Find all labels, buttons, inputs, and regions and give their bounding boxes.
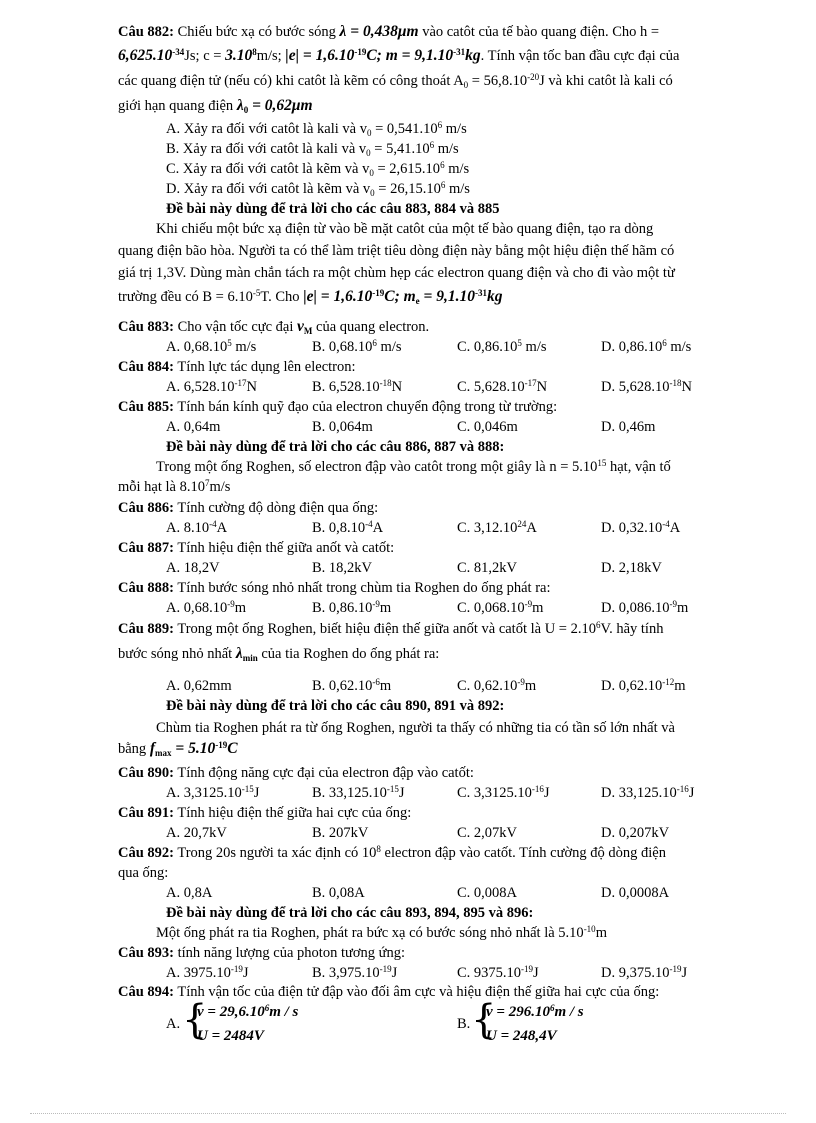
q892-option-b: B. 0,08A — [312, 885, 365, 901]
group3-para-line1: Chùm tia Roghen phát ra từ ống Roghen, người ta thấy có những tia có tần số lớn nhất và — [156, 720, 675, 736]
q892-stem-line1: Câu 892: Trong 20s người ta xác định có $10^8$ electron đập vào catốt. Tính cường độ dòng điện — [118, 844, 666, 861]
q890-stem: Câu 890: Tính động năng cực đại của electron đập vào catốt: — [118, 765, 474, 781]
q892-stem-line2: qua ống: — [118, 865, 169, 881]
group1-para-line3: giá trị 1,3V. Dùng màn chắn tách ra một chùm hẹp các electron quang điện và cho đi vào một từ — [118, 265, 675, 281]
q882-option-d: D. Xảy ra đối với catôt là kẽm và $v_0 = 26,15.10^6$ m/s — [166, 180, 470, 198]
q889-stem-line1: Câu 889: Trong một ống Roghen, biết hiệu điện thế giữa anốt và catốt là $U = 2.10^6V$. hãy tính — [118, 620, 664, 637]
q885-option-a: A. 0,64m — [166, 419, 221, 435]
q890-option-d: D. $33,125.10^{-16}J$ — [601, 784, 695, 801]
q886-option-d: D. $0,32.10^{-4}A$ — [601, 519, 681, 536]
q893-option-a: A. $3975.10^{-19}J$ — [166, 964, 249, 981]
velocity-equation: $v = 29,6.10^6m / s$ — [197, 1003, 299, 1020]
q882-line3: các quang điện tử (nếu có) khi catôt là kẽm có công thoát $A_0 = 56,8.10^{-20}J$ và khi catôt là kali có — [118, 72, 673, 90]
q889-option-c: C. $0,62.10^{-9}m$ — [457, 677, 537, 694]
q893-option-d: D. $9,375.10^{-19}J$ — [601, 964, 688, 981]
q887-stem: Câu 887: Tính hiệu điện thế giữa anốt và catốt: — [118, 540, 395, 556]
q882-line4: giới hạn quang điện $\lambda_0 = 0,62\mu m$ — [118, 97, 313, 115]
q892-option-a: A. 0,8A — [166, 885, 213, 901]
q885-stem: Câu 885: Tính bán kính quỹ đạo của electron chuyển động trong từ trường: — [118, 399, 558, 415]
q887-option-a: A. 18,2V — [166, 560, 220, 576]
q882-option-c: C. Xảy ra đối với catôt là kẽm và $v_0 = 2,615.10^6$ m/s — [166, 160, 470, 178]
group-heading-886: Đề bài này dùng để trả lời cho các câu 886, 887 và 888: — [166, 439, 505, 455]
group1-para-line1: Khi chiếu một bức xạ điện từ vào bề mặt catôt của một tế bào quang điện, tạo ra dòng — [156, 221, 654, 237]
q889-option-d: D. $0,62.10^{-12}m$ — [601, 677, 686, 694]
q884-option-a: A. $6,528.10^{-17}N$ — [166, 378, 257, 395]
left-brace-icon: { — [471, 997, 497, 1043]
q893-option-b: B. $3,975.10^{-19}J$ — [312, 964, 398, 981]
q882-line1: Câu 882: Chiếu bức xạ có bước sóng λ = 0,438μm vào catôt của tế bào quang điện. Cho h = — [118, 23, 660, 40]
q884-option-d: D. $5,628.10^{-18}N$ — [601, 378, 692, 395]
q883-option-c: C. 0,86.10$^5$ m/s — [457, 338, 547, 355]
q882-line2: $6,625.10^{-34}Js$; $c = 3.10^8m/s$; $|e| = 1,6.10^{-19}C$; $m = 9,1.10^{-31}kg$. Tính vận tốc ban đầu cực đại của — [118, 47, 680, 64]
group4-para-line1: Một ống phát ra tia Roghen, phát ra bức xạ có bước sóng nhỏ nhất là $5.10^{-10}m$ — [156, 924, 607, 941]
q891-option-c: C. 2,07kV — [457, 825, 518, 841]
left-brace-icon: { — [182, 997, 208, 1043]
q882-option-a: A. Xảy ra đối với catôt là kali và $v_0 = 0,541.10^6$ m/s — [166, 120, 467, 138]
q888-option-c: C. $0,068.10^{-9}m$ — [457, 599, 544, 616]
q883-stem: Câu 883: Cho vận tốc cực đại $v_M$ của quang electron. — [118, 318, 430, 336]
q887-option-d: D. 2,18kV — [601, 560, 662, 576]
group1-para-line4: trường đều có $B = 6.10^{-5}T$. Cho $|e| = 1,6.10^{-19}C$; $m_e = 9,1.10^{-31}kg$ — [118, 288, 503, 306]
group1-para-line2: quang điện bão hòa. Người ta có thể làm triệt tiêu dòng điện này bằng một hiệu điện thế hãm có — [118, 243, 675, 259]
q894-stem: Câu 894: Tính vận tốc của điện tử đập vào đối âm cực và hiệu điện thế giữa hai cực của ống: — [118, 984, 660, 1000]
group2-para-line1: Trong một ống Roghen, số electron đập vào catôt trong một giây là $n = 5.10^{15}$ hạt, vận tố — [156, 458, 671, 475]
velocity-equation: $v = 296.10^6m / s$ — [486, 1003, 584, 1020]
q890-option-b: B. $33,125.10^{-15}J$ — [312, 784, 405, 801]
q885-option-c: C. 0,046m — [457, 419, 518, 435]
voltage-equation: U = 2484V — [197, 1028, 264, 1044]
q887-option-b: B. 18,2kV — [312, 560, 373, 576]
q889-option-b: B. $0,62.10^{-6}m$ — [312, 677, 392, 694]
q888-option-d: D. $0,086.10^{-9}m$ — [601, 599, 689, 616]
q883-option-d: D. 0,86.10$^6$ m/s — [601, 338, 692, 355]
q888-stem: Câu 888: Tính bước sóng nhỏ nhất trong chùm tia Roghen do ống phát ra: — [118, 580, 551, 596]
option-letter: B. — [457, 1016, 471, 1032]
q886-option-a: A. $8.10^{-4}A$ — [166, 519, 228, 536]
option-letter: A. — [166, 1016, 181, 1032]
q889-stem-line2: bước sóng nhỏ nhất $\lambda_{min}$ của tia Roghen do ống phát ra: — [118, 645, 440, 663]
group-heading-890: Đề bài này dùng để trả lời cho các câu 890, 891 và 892: — [166, 698, 505, 714]
q883-option-a: A. 0,68.10$^5$ m/s — [166, 338, 257, 355]
q890-option-c: C. $3,3125.10^{-16}J$ — [457, 784, 550, 801]
q884-option-c: C. $5,628.10^{-17}N$ — [457, 378, 548, 395]
q891-option-d: D. 0,207kV — [601, 825, 670, 841]
q890-option-a: A. $3,3125.10^{-15}J$ — [166, 784, 260, 801]
q885-option-b: B. 0,064m — [312, 419, 373, 435]
q891-stem: Câu 891: Tính hiệu điện thế giữa hai cực của ống: — [118, 805, 412, 821]
q886-option-c: C. 3,12.10$^{24}$A — [457, 519, 537, 536]
group-heading-893: Đề bài này dùng để trả lời cho các câu 893, 894, 895 và 896: — [166, 905, 534, 921]
q888-option-a: A. $0,68.10^{-9}m$ — [166, 599, 247, 616]
q884-stem: Câu 884: Tính lực tác dụng lên electron: — [118, 359, 356, 375]
q889-option-a: A. 0,62mm — [166, 678, 232, 694]
q882-option-b: B. Xảy ra đối với catôt là kali và $v_0 = 5,41.10^6$ m/s — [166, 140, 459, 158]
q893-option-c: C. $9375.10^{-19}J$ — [457, 964, 539, 981]
q887-option-c: C. 81,2kV — [457, 560, 518, 576]
q886-stem: Câu 886: Tính cường độ dòng điện qua ống: — [118, 500, 379, 516]
q893-stem: Câu 893: tính năng lượng của photon tương ứng: — [118, 945, 406, 961]
q892-option-d: D. 0,0008A — [601, 885, 670, 901]
q885-option-d: D. 0,46m — [601, 419, 656, 435]
group2-para-line2: mỗi hạt là 8.10$^7$m/s — [118, 478, 231, 495]
q891-option-b: B. 207kV — [312, 825, 369, 841]
question-label: Câu 882: — [118, 24, 174, 40]
group-heading-883: Đề bài này dùng để trả lời cho các câu 883, 884 và 885 — [166, 201, 500, 217]
q886-option-b: B. $0,8.10^{-4}A$ — [312, 519, 384, 536]
page-bottom-divider — [30, 1113, 786, 1114]
group3-para-line2: bằng $f_{max} = 5.10^{-19}C$ — [118, 740, 238, 758]
q888-option-b: B. $0,86.10^{-9}m$ — [312, 599, 392, 616]
q891-option-a: A. 20,7kV — [166, 825, 227, 841]
q892-option-c: C. 0,008A — [457, 885, 518, 901]
q884-option-b: B. $6,528.10^{-18}N$ — [312, 378, 403, 395]
voltage-equation: U = 248,4V — [486, 1028, 557, 1044]
q883-option-b: B. 0,68.10$^6$ m/s — [312, 338, 402, 355]
